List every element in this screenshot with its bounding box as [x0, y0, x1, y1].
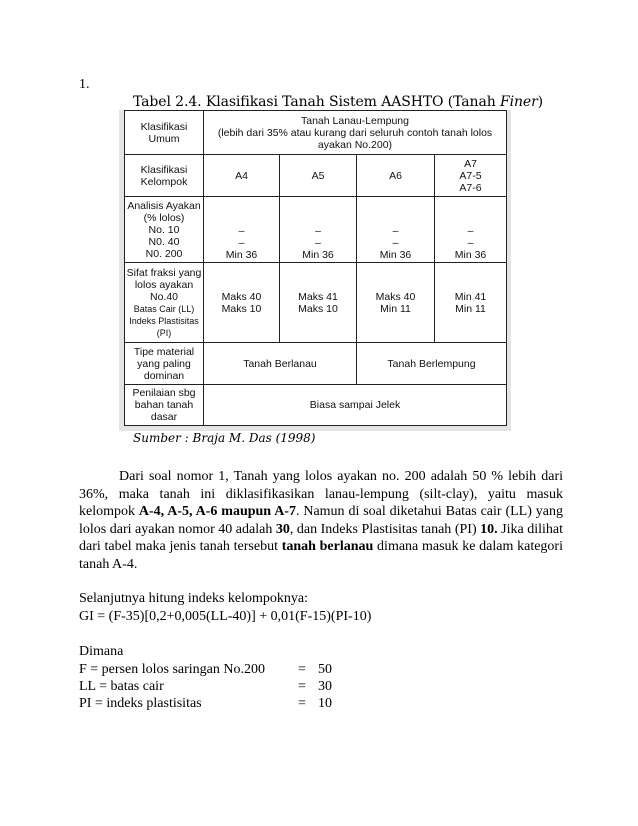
label-material: Tipe material yang paling dominan — [125, 343, 204, 385]
definition-pi-label: PI = indeks plastisitas — [79, 696, 202, 711]
label-general: Klasifikasi Umum — [125, 111, 204, 155]
table-image-area — [119, 110, 511, 431]
table-title — [133, 94, 544, 110]
group-a7: A7 A7-5 A7-6 — [435, 155, 507, 197]
label-group: Klasifikasi Kelompok — [125, 155, 204, 197]
table-title-end: ) — [537, 94, 544, 110]
definition-pi-value: 10 — [318, 696, 332, 711]
fraction-a4: Maks 40 Maks 10 — [204, 263, 280, 343]
table-source: Sumber : Braja M. Das (1998) — [133, 431, 316, 445]
definitions-heading: Dimana — [79, 644, 124, 659]
table-title-italic: Finer — [499, 94, 538, 110]
aashto-table — [124, 110, 507, 426]
paragraph-analysis: Dari soal nomor 1, Tanah yang lolos ayakan no. 200 adalah 50 % lebih dari 36%, maka tanah ini diklasifikasikan lanau-lempung (silt-clay), yaitu masuk kelompok A-4, A-5, A-6 maupun A-7. Namun di soal diketahui Batas cair (LL) yang lolos dari ayakan nomor 40 adalah 30, dan Indeks Plastisitas tanah (PI) 10. Jika dilihat dari tabel maka jenis tanah tersebut tanah berlanau dimana masuk ke dalam kategori tanah A-4. — [79, 469, 564, 572]
gi-intro: Selanjutnya hitung indeks kelompoknya: — [79, 591, 309, 606]
group-a5: A5 — [280, 155, 357, 197]
group-a4: A4 — [204, 155, 280, 197]
gi-formula: GI = (F-35)[0,2+0,005(LL-40)] + 0,01(F-15)(PI-10) — [79, 608, 372, 624]
definition-f-label: F = persen lolos saringan No.200 — [79, 662, 265, 677]
table-row-rating — [125, 385, 507, 426]
fraction-a5: Maks 41 Maks 10 — [280, 263, 357, 343]
label-rating: Penilaian sbg bahan tanah dasar — [125, 385, 204, 426]
table-row-general — [125, 111, 507, 155]
rating-value: Biasa sampai Jelek — [204, 385, 507, 426]
table-row-sieve — [125, 197, 507, 263]
definition-f-eq: = — [298, 662, 306, 677]
label-fraction: Sifat fraksi yang lolos ayakan No.40 Batas Cair (LL) Indeks Plastisitas (PI) — [125, 263, 204, 343]
material-silty: Tanah Berlanau — [204, 343, 357, 385]
table-row-group — [125, 155, 507, 197]
definition-ll-label: LL = batas cair — [79, 679, 164, 694]
sieve-a7: – – Min 36 — [435, 197, 507, 263]
table-row-material — [125, 343, 507, 385]
group-a6: A6 — [357, 155, 435, 197]
sieve-a4: – – Min 36 — [204, 197, 280, 263]
fraction-a6: Maks 40 Min 11 — [357, 263, 435, 343]
value-general: Tanah Lanau-Lempung (lebih dari 35% atau kurang dari seluruh contoh tanah lolos ayakan No.200) — [204, 111, 507, 155]
material-clayey: Tanah Berlempung — [357, 343, 507, 385]
question-number: 1. — [79, 77, 90, 92]
label-sieve: Analisis Ayakan (% lolos) No. 10 N0. 40 N0. 200 — [125, 197, 204, 263]
definition-f-value: 50 — [318, 662, 332, 677]
fraction-a7: Min 41 Min 11 — [435, 263, 507, 343]
table-title-main: Tabel 2.4. Klasifikasi Tanah Sistem AASHTO (Tanah — [133, 94, 500, 110]
definition-ll-eq: = — [298, 679, 306, 694]
sieve-a6: – – Min 36 — [357, 197, 435, 263]
paragraph-gi — [79, 590, 563, 625]
sieve-a5: – – Min 36 — [280, 197, 357, 263]
table-row-fraction — [125, 263, 507, 343]
definition-pi-eq: = — [298, 696, 306, 711]
definition-ll-value: 30 — [318, 679, 332, 694]
